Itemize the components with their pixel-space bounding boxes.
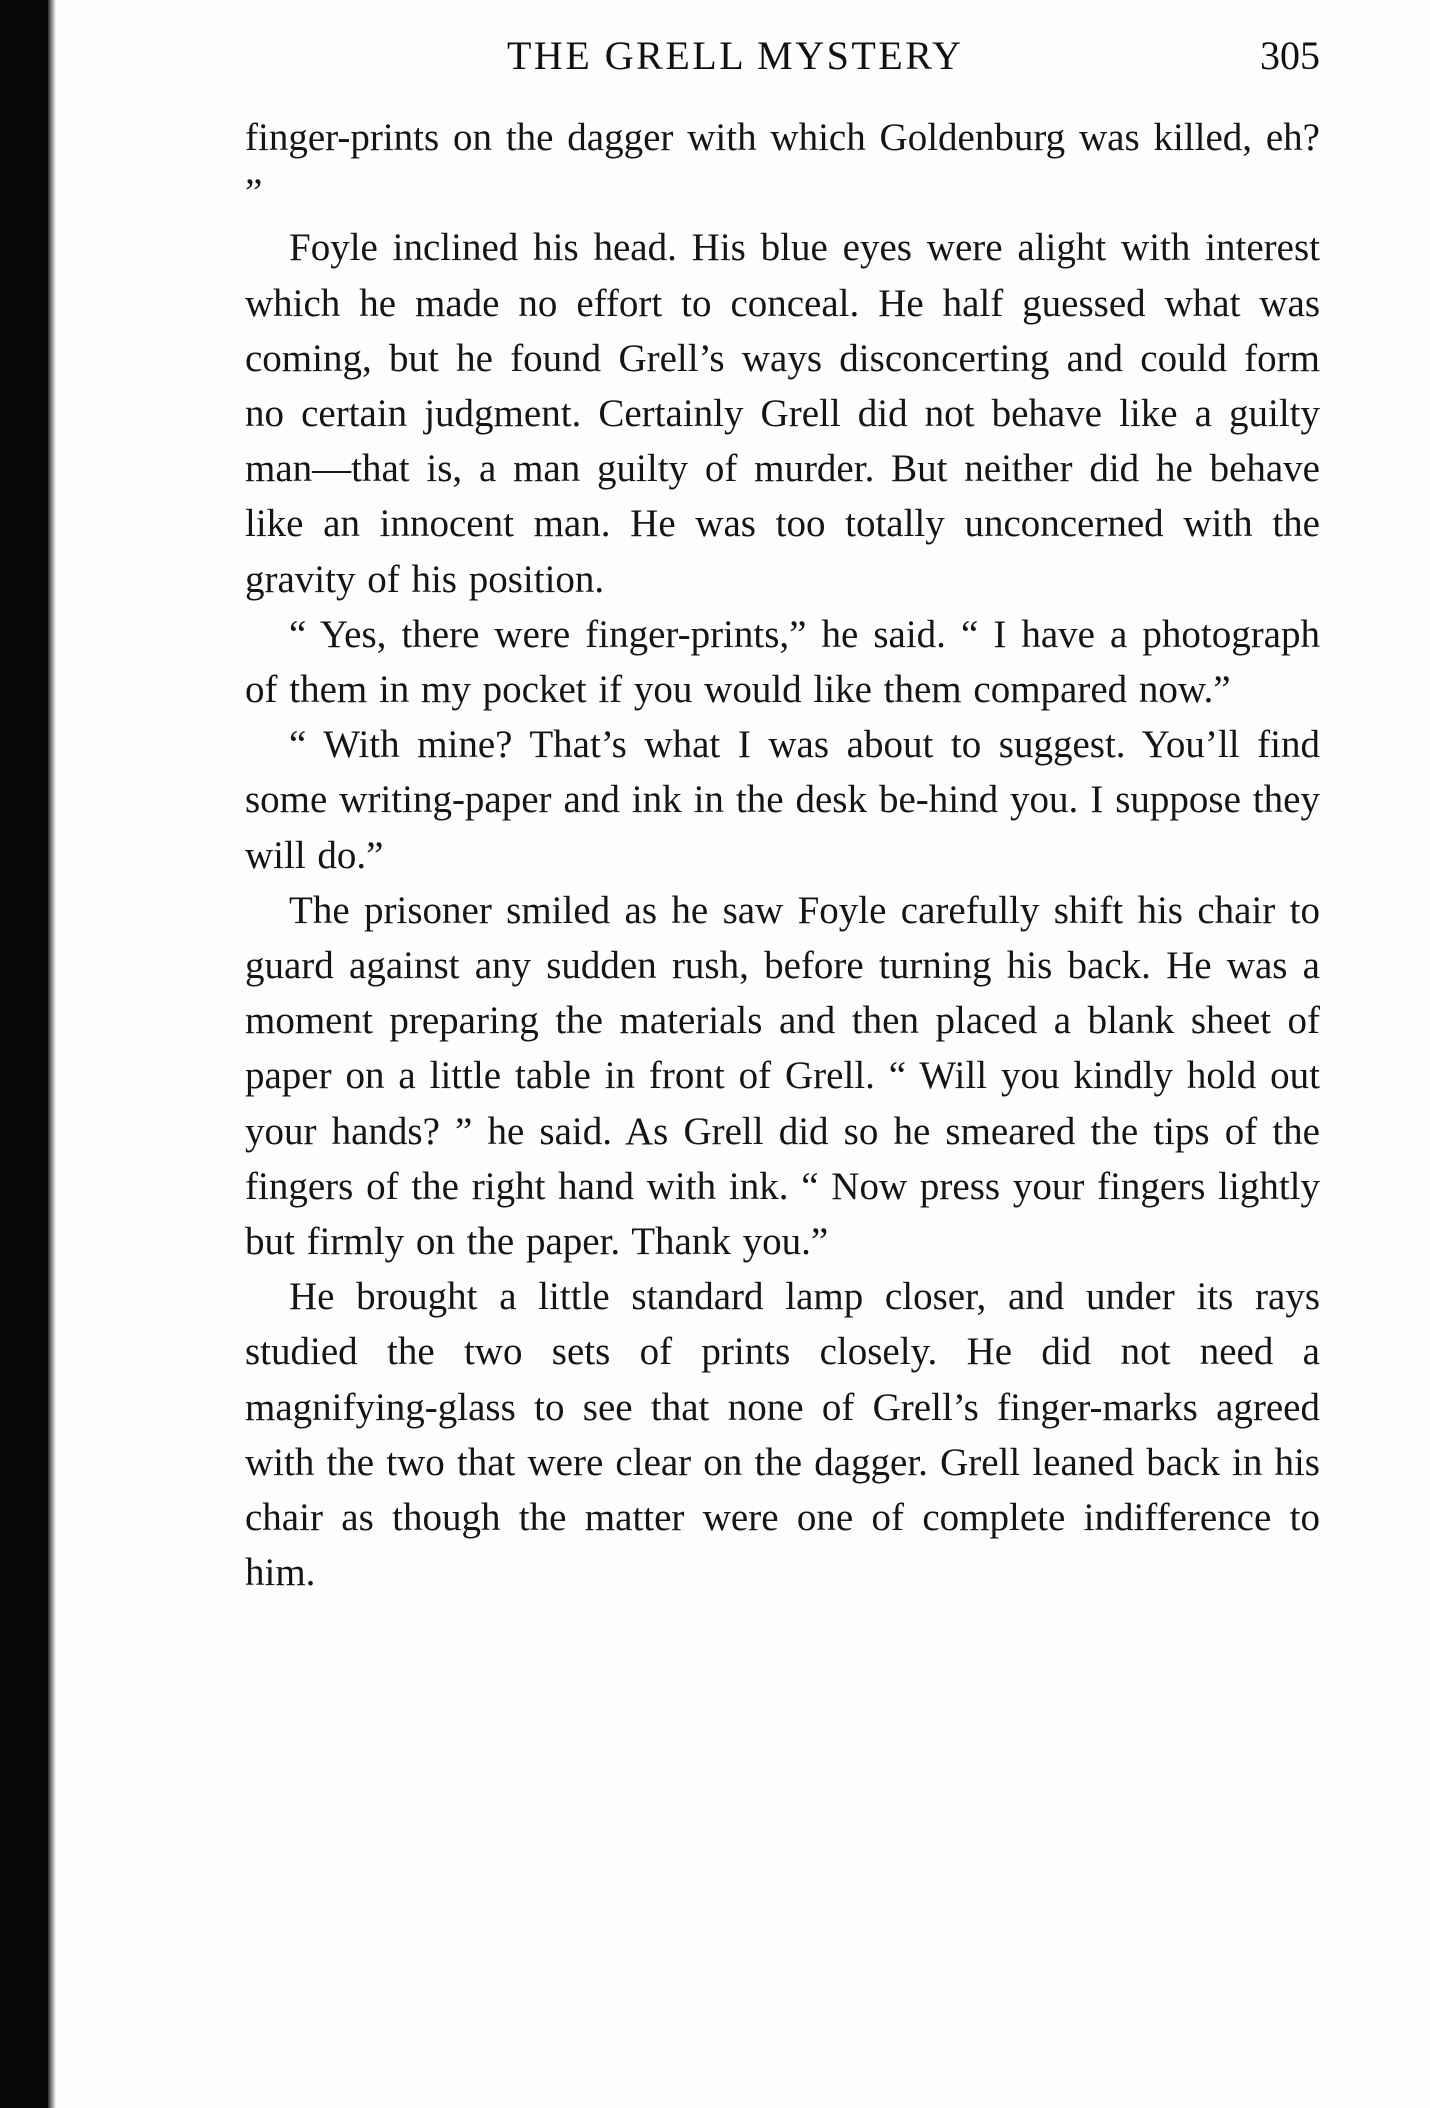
paragraph: “ Yes, there were finger-prints,” he said. “ I have a photograph of them in my pocket if you would like them compared now.” [245, 612, 1320, 712]
paragraph-continuation: finger-prints on the dagger with which Goldenburg was killed, eh? ” [245, 116, 1320, 215]
gutter-shadow [48, 0, 56, 2108]
body-text [245, 110, 1320, 1600]
running-title: THE GRELL MYSTERY [507, 33, 964, 78]
page-number: 305 [1260, 33, 1320, 78]
paragraph: He brought a little standard lamp closer, and under its rays studied the two sets of prints closely. He did not need a magnifying-glass to see that none of Grell’s finger-marks agreed with the two that were clear on the dagger. Grell leaned back in his chair as though the matter were one of complete indifference to him. [245, 1275, 1320, 1595]
paragraph: The prisoner smiled as he saw Foyle carefully shift his chair to guard against any sudden rush, before turning his back. He was a moment preparing the materials and then placed a blank sheet of paper on a little table in front of Grell. “ Will you kindly hold out your hands? ” he said. As Grell did so he smeared the tips of the fingers of the right hand with ink. “ Now press your fingers lightly but firmly on the paper. Thank you.” [245, 888, 1320, 1264]
paragraph: Foyle inclined his head. His blue eyes were alight with interest which he made no effort to conceal. He half guessed what was coming, but he found Grell’s ways disconcerting and could form no certain judgment. Certainly Grell did not behave like a guilty man—that is, a man guilty of murder. But neither did he behave like an innocent man. He was too totally unconcerned with the gravity of his position. [245, 226, 1320, 601]
binding-gutter [0, 0, 48, 2108]
paragraph: “ With mine? That’s what I was about to suggest. You’ll find some writing-paper and ink in the desk be-hind you. I suppose they will do.” [245, 723, 1320, 877]
running-header [245, 28, 1320, 88]
